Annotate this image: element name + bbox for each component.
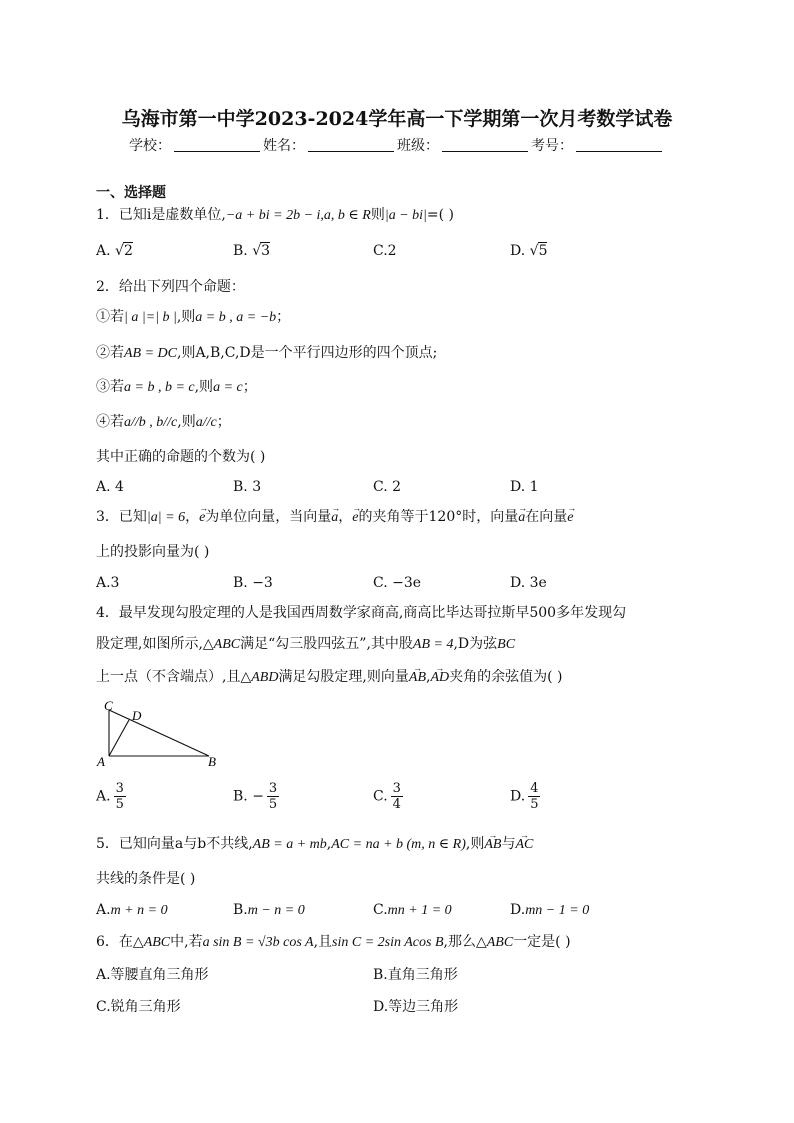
q4-option-b-label: B. − — [233, 788, 264, 805]
name-label: 姓名： — [263, 138, 305, 154]
denominator: 5 — [530, 797, 539, 812]
question-4-line-3 — [96, 667, 563, 688]
q3-option-a[interactable]: A.3 — [96, 575, 120, 591]
q3-part: 在向量 — [525, 509, 568, 525]
q5-option-d[interactable] — [510, 900, 589, 921]
q2-proposition-1 — [96, 307, 290, 328]
numerator: 4 — [530, 781, 539, 796]
q5-part: 5．已知向量a与b不共线, — [96, 836, 253, 852]
label-d: D — [132, 708, 142, 723]
question-1-stem — [96, 205, 454, 226]
q6-triangle: △ABC — [132, 935, 171, 950]
q5-option-d-value: mn − 1 = 0 — [525, 903, 590, 918]
denominator: 5 — [115, 797, 124, 812]
q1-option-a-label: A. — [96, 243, 111, 259]
exam-title: 乌海市第一中学2023-2024学年高一下学期第一次月考数学试卷 — [121, 108, 673, 130]
question-2-stem: 2．给出下列四个命题： — [96, 279, 245, 295]
q2-p4-result: a//c — [195, 415, 217, 430]
q4-ab-length: AB = 4 — [412, 637, 454, 652]
school-label: 学校： — [129, 138, 171, 154]
q5-option-a[interactable] — [96, 900, 168, 921]
q5-part: ,则 — [465, 836, 485, 852]
q5-option-c-value: mn + 1 = 0 — [387, 903, 452, 918]
q3-vector-e: → e — [352, 508, 358, 528]
q4-option-b[interactable] — [233, 781, 279, 812]
question-6-stem — [96, 932, 571, 953]
class-label: 班级： — [397, 138, 439, 154]
denominator: 5 — [268, 797, 278, 812]
q3-stem-line-2: 上的投影向量为( ) — [96, 544, 210, 560]
q2-p4-end: ； — [216, 414, 231, 430]
q2-p3-then: ,则 — [194, 379, 214, 395]
q5-option-c[interactable] — [373, 900, 452, 921]
q6-part: 中,若 — [170, 934, 203, 950]
q2-p2-pre: ②若 — [96, 345, 124, 361]
q5-option-c-label: C. — [373, 902, 388, 918]
q2-p3-result: a = c — [213, 380, 243, 395]
class-blank[interactable] — [442, 137, 528, 152]
q5-option-b-value: m − n = 0 — [247, 903, 305, 918]
q4-option-c[interactable] — [373, 781, 403, 812]
q2-p4-condition: a//b , b//c — [124, 415, 178, 430]
q5-vector-ab: → AB — [484, 835, 501, 855]
q1-then: 则 — [370, 207, 385, 223]
q3-vector-a: → a — [518, 508, 525, 528]
q6-part: 一定是( ) — [513, 934, 571, 950]
q3-option-b[interactable]: B. −3 — [233, 575, 273, 591]
q3-vector-e: → e — [199, 508, 205, 528]
number-label: 考号： — [531, 138, 573, 154]
q1-option-d[interactable]: D. √5 — [510, 243, 548, 259]
q2-proposition-2 — [96, 343, 437, 364]
q1-stem-text: 1．已知i是虚数单位, — [96, 207, 226, 223]
q1-end: =( ) — [426, 207, 454, 223]
q1-option-d-label: D. — [510, 243, 526, 259]
school-blank[interactable] — [174, 137, 260, 152]
q1-option-a[interactable]: A. √2 — [96, 243, 133, 259]
q3-part: ， — [338, 509, 353, 525]
q1-option-b-label: B. — [233, 243, 248, 259]
q4-vector-ad: → AD — [430, 668, 449, 688]
question-3-stem — [96, 507, 573, 528]
q4-option-d-label: D. — [510, 788, 526, 805]
q5-option-a-value: m + n = 0 — [110, 903, 168, 918]
q5-ab-expression: AB = a + mb — [252, 837, 327, 852]
q2-p1-condition: | a |=| b | — [124, 310, 177, 325]
q6-option-b[interactable]: B.直角三角形 — [373, 967, 458, 983]
numerator: 3 — [115, 781, 124, 796]
number-blank[interactable] — [576, 137, 662, 152]
q1-option-d-value: 5 — [538, 243, 548, 259]
q2-p3-end: ； — [242, 379, 257, 395]
q4-triangle-abd: △ABD — [240, 670, 279, 685]
q2-p2-then: ,则A,B,C,D是一个平行四边形的四个顶点; — [177, 345, 438, 361]
q1-equation: −a + bi = 2b − i — [225, 208, 321, 223]
q4-option-c-label: C. — [373, 788, 388, 805]
q3-part: 的夹角等于120°时，向量 — [358, 509, 519, 525]
label-c: C — [104, 698, 113, 713]
q2-option-c[interactable]: C. 2 — [373, 479, 402, 495]
q5-option-d-label: D. — [510, 902, 526, 918]
q1-modulus: |a − bi| — [384, 208, 427, 223]
q2-proposition-3 — [96, 377, 257, 398]
question-5-line-1 — [96, 834, 533, 855]
q3-part: 3．已知 — [96, 509, 147, 525]
q4-option-a[interactable] — [96, 781, 126, 812]
denominator: 4 — [392, 797, 401, 812]
q4-option-d-fraction — [528, 781, 540, 812]
q6-part: ,那么 — [443, 934, 476, 950]
segment-ad — [109, 720, 129, 756]
q6-condition-1: a sin B = √3b cos A — [202, 935, 314, 950]
label-a: A — [97, 754, 105, 769]
numerator: 3 — [392, 781, 401, 796]
q5-part: , — [326, 836, 332, 852]
q4-triangle-figure — [96, 696, 226, 770]
numerator: 3 — [268, 781, 278, 796]
q1-option-c[interactable]: C.2 — [373, 243, 397, 259]
q2-p1-end: ； — [276, 309, 291, 325]
question-4-line-2 — [96, 634, 515, 655]
q3-option-c[interactable]: C. −3e — [373, 575, 422, 591]
q2-p1-result: a = b , a = −b — [195, 310, 277, 325]
q4-part: 夹角的余弦值为( ) — [449, 669, 563, 685]
q4-part: 满足“勾三股四弦五”,其中股 — [240, 636, 413, 652]
student-info-line — [0, 135, 794, 155]
q2-p4-then: ,则 — [177, 414, 196, 430]
q6-condition-2: sin C = 2sin Acos B — [332, 935, 444, 950]
q3-part: |a| = 6 — [146, 510, 186, 525]
q2-option-d[interactable]: D. 1 — [510, 479, 539, 495]
q6-part: 6．在 — [96, 934, 133, 950]
q5-ac-expression: AC = na + b (m, n ∈ R) — [331, 837, 466, 852]
q6-option-d[interactable]: D.等边三角形 — [373, 999, 459, 1015]
q2-p2-condition: AB = DC — [124, 346, 177, 361]
q4-bc: BC — [497, 637, 516, 652]
q5-option-b[interactable] — [233, 900, 305, 921]
side-cb — [109, 710, 209, 756]
q4-option-a-fraction — [114, 781, 126, 812]
q5-option-b-label: B. — [233, 902, 248, 918]
q6-part: ,且 — [313, 934, 333, 950]
q3-part: 为单位向量，当向量 — [205, 509, 332, 525]
q2-p4-pre: ④若 — [96, 414, 124, 430]
label-b: B — [208, 754, 216, 769]
q3-vector-e: → e — [567, 508, 573, 528]
q5-vector-ac: → AC — [515, 835, 533, 855]
q5-stem-line-2: 共线的条件是( ) — [96, 871, 196, 887]
q1-option-b-value: 3 — [261, 243, 271, 259]
q1-condition: ,a, b ∈ R — [320, 208, 371, 223]
q2-p3-pre: ③若 — [96, 379, 124, 395]
q4-part: 满足勾股定理,则向量 — [278, 669, 409, 685]
q4-option-d[interactable] — [510, 781, 540, 812]
q3-vector-a: → a — [331, 508, 338, 528]
q5-option-a-label: A. — [96, 902, 111, 918]
q6-triangle: △ABC — [475, 935, 514, 950]
name-blank[interactable] — [308, 137, 394, 152]
q2-p1-pre: ①若 — [96, 309, 124, 325]
section-heading: 一、选择题 — [96, 185, 166, 201]
question-4-line-1: 4．最早发现勾股定理的人是我国西周数学家商高,商高比毕达哥拉斯早500多年发现勾 — [96, 605, 627, 621]
q4-part: 股定理,如图所示, — [96, 636, 203, 652]
q4-part: ,D为弦 — [453, 636, 498, 652]
q2-option-a[interactable]: A. 4 — [96, 479, 124, 495]
q3-part: ， — [185, 509, 200, 525]
q2-p3-condition: a = b , b = c — [124, 380, 195, 395]
q1-option-b[interactable]: B. √3 — [233, 243, 271, 259]
q5-part: 与 — [501, 836, 516, 852]
q4-triangle: △ABC — [202, 637, 241, 652]
q4-option-b-fraction — [267, 781, 279, 812]
q6-option-c[interactable]: C.锐角三角形 — [96, 999, 181, 1015]
q4-part: , — [426, 669, 431, 685]
q4-option-c-fraction — [391, 781, 403, 812]
q2-proposition-4 — [96, 412, 231, 433]
q4-part: 上一点（不含端点）,且 — [96, 669, 241, 685]
q2-ask: 其中正确的命题的个数为( ) — [96, 449, 266, 465]
q3-option-d[interactable]: D. 3e — [510, 575, 547, 591]
q1-option-a-value: 2 — [123, 243, 133, 259]
q4-option-a-label: A. — [96, 788, 111, 805]
q4-vector-ab: → AB — [409, 668, 426, 688]
q2-p1-then: ,则 — [176, 309, 196, 325]
q2-option-b[interactable]: B. 3 — [233, 479, 262, 495]
q6-option-a[interactable]: A.等腰直角三角形 — [96, 967, 209, 983]
